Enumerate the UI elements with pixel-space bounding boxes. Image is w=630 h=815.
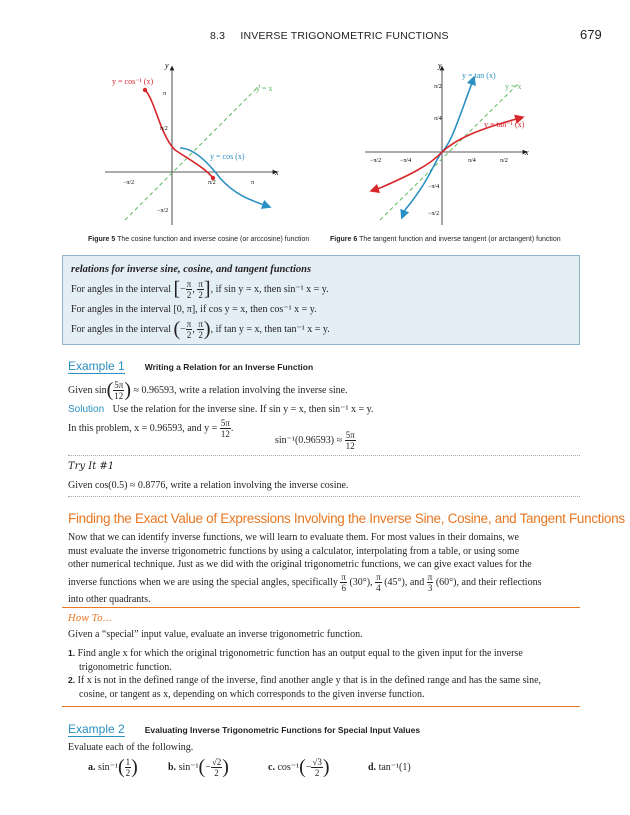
howto-intro: Given a “special” input value, evaluate an inverse trigonometric function. [68, 629, 363, 640]
example-2-header [68, 720, 420, 738]
section-heading: Finding the Exact Value of Expressions Involving the Inverse Sine, Cosine, and Tangent Functions [68, 511, 625, 526]
svg-text:−π/4: −π/4 [428, 184, 440, 190]
tan-curve [405, 80, 473, 210]
svg-text:x: x [275, 168, 279, 177]
example-1-label: Example 1 [68, 359, 125, 373]
arccos-curve [145, 90, 213, 178]
label-arctan: y = tan⁻¹ (x) [484, 120, 525, 129]
howto-rule [62, 706, 580, 707]
identity-line [380, 82, 520, 220]
relations-box [62, 255, 580, 345]
svg-text:−π/2: −π/2 [157, 208, 169, 214]
howto-rule [62, 607, 580, 608]
label-yx-fig6: y = x [505, 82, 522, 91]
relation-sine: For angles in the interval [− $\frac{\pi}{2}$ , $\frac{\pi}{2}$ ], if sin y = x, then sin⁻¹ x = y. [71, 278, 329, 300]
example-1-problem: In this problem, x = 0.96593, and y = $\frac{5\pi}{12}$ . [68, 418, 234, 439]
label-cos: y = cos (x) [210, 152, 245, 161]
svg-text:π/2: π/2 [500, 158, 508, 164]
example-1-header [68, 357, 584, 375]
example-1-given: Given sin( $\frac{5\pi}{12}$ ) ≈ 0.96593, write a relation involving the inverse sine. [68, 379, 348, 401]
example-2-part-d: d. tan⁻¹(1) [368, 762, 411, 773]
example-2-part-a: a. sin⁻¹( $\frac{1}{2}$ ) [88, 756, 138, 778]
howto-label: How To… [68, 614, 112, 624]
svg-text:π/2: π/2 [160, 126, 168, 132]
example-2-intro: Evaluate each of the following. [68, 742, 194, 753]
example-2-part-b: b. sin⁻¹(− $\frac{√2}{2}$ ) [168, 756, 229, 778]
howto-steps: 1. Find angle x for which the original trigonometric function has an output equal to the given input for the inverse trigonometric function. 2. If x is not in the defined range of the inverse, find another angle y that is in the defined range and has the same sine, cosine, or tangent as x, depending on which corresponds to the given inverse function. [68, 648, 542, 700]
svg-text:π/4: π/4 [434, 116, 442, 122]
label-arccos: y = cos⁻¹ (x) [112, 77, 154, 86]
figure-6-caption: Figure 6 The tangent function and inverse tangent (or arctangent) function [330, 236, 561, 243]
svg-text:π: π [163, 91, 167, 97]
svg-text:π/2: π/2 [208, 180, 216, 186]
svg-text:x: x [525, 148, 529, 157]
svg-text:−π/2: −π/2 [123, 180, 135, 186]
divider [68, 455, 580, 456]
divider [68, 496, 580, 497]
svg-text:−π/2: −π/2 [370, 158, 382, 164]
svg-text:−π/4: −π/4 [400, 158, 412, 164]
example-1-solution: Solution Use the relation for the inverse sine. If sin y = x, then sin⁻¹ x = y. [68, 404, 374, 415]
figure-5-caption: Figure 5 The cosine function and inverse cosine (or arccosine) function [88, 236, 310, 243]
section-number: 8.3 [210, 30, 226, 42]
example-1-result: sin⁻¹(0.96593) ≈ $\frac{5\pi}{12}$ [275, 430, 355, 451]
page-number: 679 [580, 27, 602, 42]
example-2-label: Example 2 [68, 722, 125, 736]
svg-text:π/4: π/4 [468, 158, 476, 164]
example-2-part-c: c. cos⁻¹(− $\frac{√3}{2}$ ) [268, 756, 330, 778]
section-paragraph: Now that we can identify inverse functions, we will learn to evaluate them. For most values in their domains, we must evaluate the inverse trigonometric functions by using a calculator, interpolating from a table, or using some other numerical technique. Just as we did with the original trigonometric functions, we can give exact values for the inverse functions when we are using the special angles, specifically $\frac{\pi}{6}$ (30°), $\frac{\pi}{4}$ (45°), and $\frac{\pi}{3}$ (60°), and their reflections into other quadrants. [68, 532, 542, 605]
try-it-text: Given cos(0.5) ≈ 0.8776, write a relation involving the inverse cosine. [68, 480, 349, 491]
label-tan: y = tan (x) [462, 71, 496, 80]
try-it-label: Try It #1 [68, 461, 115, 472]
svg-text:π: π [251, 180, 255, 186]
label-yx-fig5: y = x [256, 84, 273, 93]
example-1-title: Writing a Relation for an Inverse Function [144, 362, 314, 372]
running-header [210, 30, 449, 42]
relation-tangent: For angles in the interval (− $\frac{\pi}{2}$ , $\frac{\pi}{2}$ ), if tan y = x, then tan⁻¹ x = y. [71, 318, 330, 340]
svg-text:y: y [165, 61, 169, 70]
box-title: relations for inverse sine, cosine, and tangent functions [71, 264, 312, 275]
section-title: INVERSE TRIGONOMETRIC FUNCTIONS [240, 30, 449, 42]
svg-text:y: y [438, 61, 442, 70]
svg-text:π/2: π/2 [434, 84, 442, 90]
example-2-title: Evaluating Inverse Trigonometric Functions for Special Input Values [144, 725, 421, 735]
relation-cosine: For angles in the interval [0, π], if cos y = x, then cos⁻¹ x = y. [71, 304, 317, 315]
svg-text:−π/2: −π/2 [428, 211, 440, 217]
